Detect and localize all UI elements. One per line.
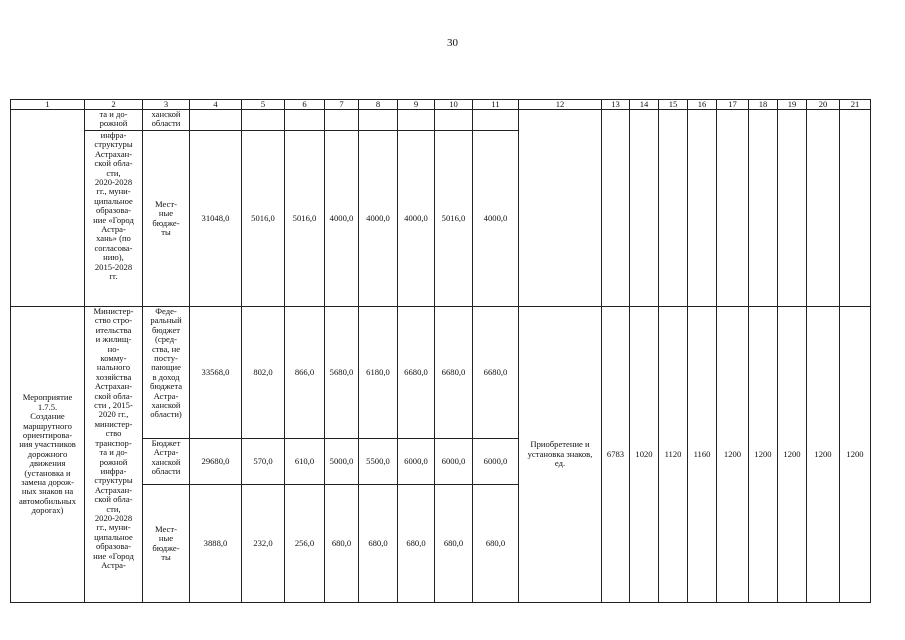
- header-cell: 5: [242, 100, 285, 110]
- header-cell: 4: [190, 100, 242, 110]
- value-cell: 3888,0: [190, 485, 242, 603]
- header-cell: 7: [325, 100, 359, 110]
- value-cell: 232,0: [242, 485, 285, 603]
- header-cell: 12: [519, 100, 602, 110]
- page-number: 30: [447, 37, 458, 49]
- value-cell: 33568,0: [190, 307, 242, 439]
- header-cell: 21: [840, 100, 871, 110]
- value-cell: 866,0: [285, 307, 325, 439]
- value-cell: 4000,0: [325, 131, 359, 307]
- header-cell: 15: [659, 100, 688, 110]
- value-cell: 6180,0: [359, 307, 398, 439]
- header-cell: 10: [435, 100, 473, 110]
- value-cell: 570,0: [242, 439, 285, 485]
- value-cell: 4000,0: [398, 131, 435, 307]
- target-cell: 1200: [717, 307, 749, 603]
- program-table: [10, 99, 871, 603]
- header-cell: 17: [717, 100, 749, 110]
- target-cell: 1200: [840, 307, 871, 603]
- executor-cell: та и до- рожной: [85, 110, 143, 131]
- header-cell: 9: [398, 100, 435, 110]
- header-cell: 3: [143, 100, 190, 110]
- value-cell: 680,0: [473, 485, 519, 603]
- header-cell: 2: [85, 100, 143, 110]
- value-cell: 5000,0: [325, 439, 359, 485]
- header-cell: 8: [359, 100, 398, 110]
- value-cell: 256,0: [285, 485, 325, 603]
- table-row: [11, 110, 871, 131]
- header-row: [11, 100, 871, 110]
- value-cell: 680,0: [435, 485, 473, 603]
- target-cell: 1020: [630, 307, 659, 603]
- target-cell: 6783: [602, 307, 630, 603]
- header-cell: 13: [602, 100, 630, 110]
- value-cell: 680,0: [398, 485, 435, 603]
- header-cell: 1: [11, 100, 85, 110]
- value-cell: 4000,0: [473, 131, 519, 307]
- measure-cell: Мероприятие 1.7.5. Создание маршрутного ориентирова- ния участников дорожного движения (установка и замена дорож- ных знаков на автомобильных дорогах): [11, 307, 85, 603]
- value-cell: 680,0: [359, 485, 398, 603]
- value-cell: 6000,0: [398, 439, 435, 485]
- indicator-cell-empty: [519, 110, 602, 307]
- funding-source-cell: Бюджет Астра- ханской области: [143, 439, 190, 485]
- header-cell: 11: [473, 100, 519, 110]
- target-cell: 1200: [807, 307, 840, 603]
- target-cell: 1200: [778, 307, 807, 603]
- value-cell: 5500,0: [359, 439, 398, 485]
- table-row: [11, 307, 871, 439]
- indicator-cell: Приобретение и установка знаков, ед.: [519, 307, 602, 603]
- value-cell: 6680,0: [398, 307, 435, 439]
- value-cell: 802,0: [242, 307, 285, 439]
- value-cell: 29680,0: [190, 439, 242, 485]
- target-cell: 1200: [749, 307, 778, 603]
- header-cell: 16: [688, 100, 717, 110]
- value-cell: 680,0: [325, 485, 359, 603]
- funding-source-cell: Феде- ральный бюджет (сред- ства, не посту- пающие в доход бюджета Астра- ханской области): [143, 307, 190, 439]
- executor-cell: инфра- структуры Астрахан- ской обла- сти, 2020-2028 гг., муни- ципальное образова- ние «Город Астра- хань» (по согласова- нию), 2015-2028 гг.: [85, 131, 143, 307]
- funding-source-cell: Мест- ные бюдже- ты: [143, 485, 190, 603]
- value-cell: 6000,0: [435, 439, 473, 485]
- value-cell: 5016,0: [242, 131, 285, 307]
- value-cell: 6680,0: [435, 307, 473, 439]
- executor-cell: Министер- ство стро- ительства и жилищ- но- комму- нального хозяйства Астрахан- ской обла- сти , 2015- 2020 гг., министер- ство транспор- та и до- рожной инфра- структуры Астрахан- ской обла- сти, 2020-2028 гг., муни- ципальное образова- ние «Город Астра-: [85, 307, 143, 603]
- value-cell: 31048,0: [190, 131, 242, 307]
- value-cell: 5016,0: [285, 131, 325, 307]
- value-cell: 4000,0: [359, 131, 398, 307]
- funding-source-cell: Мест- ные бюдже- ты: [143, 131, 190, 307]
- header-cell: 6: [285, 100, 325, 110]
- value-cell: 5680,0: [325, 307, 359, 439]
- header-cell: 19: [778, 100, 807, 110]
- header-cell: 14: [630, 100, 659, 110]
- header-cell: 20: [807, 100, 840, 110]
- target-cell: 1160: [688, 307, 717, 603]
- header-cell: 18: [749, 100, 778, 110]
- value-cell: 5016,0: [435, 131, 473, 307]
- funding-source-cell: ханской области: [143, 110, 190, 131]
- measure-cell-empty: [11, 110, 85, 307]
- value-cell: 6000,0: [473, 439, 519, 485]
- target-cell: 1120: [659, 307, 688, 603]
- value-cell: 6680,0: [473, 307, 519, 439]
- value-cell: 610,0: [285, 439, 325, 485]
